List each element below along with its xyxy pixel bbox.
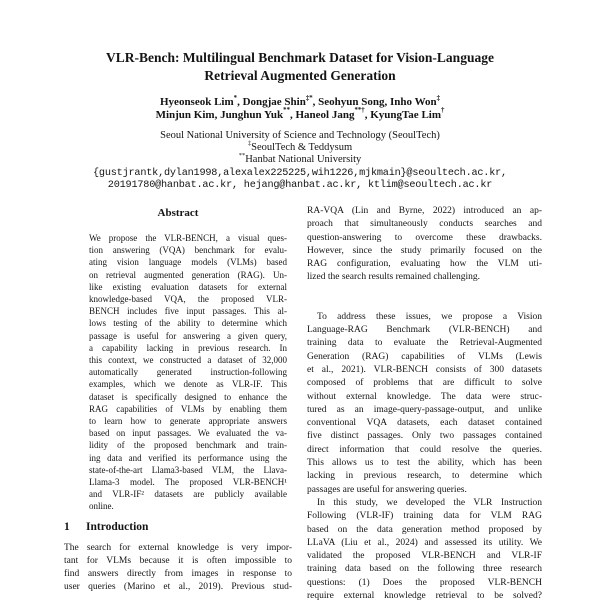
- text-line: lidity of the proposed benchmark and train-: [89, 440, 287, 451]
- text-line: question-answering to overcome these drawbacks.: [307, 232, 542, 243]
- text-line: tured as an image-query-passage-output, and unlike: [307, 404, 542, 415]
- text-line: tion answering (VQA) benchmark for evalu-: [89, 245, 287, 256]
- section-title: Introduction: [86, 520, 149, 533]
- text-line: examples, which we denote as VLR-IF. This: [89, 379, 287, 390]
- text-line: based on input passages. We evaluated the va-: [89, 428, 287, 439]
- affiliation-line: Seoul National University of Science and Technology (SeoulTech): [160, 130, 440, 141]
- text-line: online.: [89, 501, 114, 512]
- text-line: without external knowledge. The data were struc-: [307, 391, 542, 402]
- introduction-text: [64, 542, 292, 595]
- text-line: We propose the VLR-BENCH, a visual ques-: [89, 233, 287, 243]
- text-line: tant for VLMs because it is often impossible to: [64, 555, 292, 566]
- author-name: Minjun Kim,: [155, 108, 221, 121]
- text-line: passages are useful for answering queries.: [307, 484, 467, 495]
- text-line: conventional VQA datasets, each dataset contained: [307, 418, 542, 429]
- text-line: ing data and verified its performance using the: [89, 452, 287, 463]
- text-line: ating vision language models (VLMs) based: [89, 257, 287, 268]
- text-line: passage is useful for answering a given query,: [89, 330, 287, 341]
- abstract-heading: Abstract: [157, 207, 199, 219]
- text-line: The search for external knowledge is very impor-: [64, 542, 292, 553]
- text-line: direct information that could resolve the queries.: [307, 444, 542, 455]
- affiliation-mark: **: [238, 151, 246, 159]
- text-line: like existing evaluation datasets for external: [89, 281, 287, 292]
- text-line: lized the search results remained challenging.: [307, 272, 481, 283]
- author-name: Seohyun Song,: [318, 96, 390, 108]
- email-line: {gustjrantk,dylan1998,alexalex225225,wih1226,mjkmain}@seoultech.ac.kr,: [93, 168, 507, 179]
- text-line: Language-RAG Benchmark (VLR-BENCH) and: [307, 325, 542, 336]
- text-line: Following (VLR-IF) training data for VLM RAG: [307, 511, 542, 522]
- author-name: Hyeonseok Lim*,: [160, 94, 243, 108]
- text-line: However, since the study primarily focused on the: [307, 245, 542, 256]
- text-line: require external knowledge retrieval to be solved?: [307, 591, 542, 600]
- author-line-2: [30, 109, 570, 122]
- author-affil-mark: ‡: [436, 94, 440, 102]
- text-line: RAG capabilities of VLMs by enabling them: [89, 403, 287, 414]
- paragraph: [307, 205, 542, 285]
- text-line: a capability lacking in previous research. In: [89, 342, 287, 353]
- text-line: dataset is specifically designed to enhance the: [89, 391, 287, 402]
- text-line: automatically generated instruction-following: [89, 367, 287, 378]
- text-line: lacking in previous research, to determine which: [307, 471, 542, 482]
- paragraph: [307, 497, 542, 600]
- left-column: [64, 205, 292, 594]
- email-line: 20191780@hanbat.ac.kr, hejang@hanbat.ac.kr, ktlim@seoultech.ac.kr: [107, 179, 493, 191]
- text-line: state-of-the-art Llama3-based VLM, the Llava-: [89, 464, 287, 475]
- email-block: [10, 168, 590, 191]
- text-line: RA-VQA (Lin and Byrne, 2022) introduced an ap-: [307, 206, 542, 216]
- affiliation-block: [30, 130, 570, 166]
- section-number: 1: [64, 520, 70, 533]
- text-line: on retrieval augmented generation (RAG). Un-: [89, 269, 287, 280]
- text-line: validated the proposed VLR-BENCH and VLR-IF: [307, 551, 542, 562]
- author-affil-mark: **†: [354, 107, 365, 115]
- author-name: Junghun Yuk**,: [220, 107, 296, 121]
- author-line-1: [30, 96, 570, 109]
- author-affil-mark: **: [283, 107, 290, 115]
- paper-title: [30, 49, 570, 85]
- abstract-text: [89, 232, 287, 513]
- text-line: five distinct passages. Only two passages contained: [307, 431, 542, 442]
- text-line: composed of problems that are difficult to solve: [307, 378, 542, 389]
- text-line: training data based on the following three research: [307, 564, 542, 575]
- author-name: KyungTae Lim†: [370, 107, 445, 121]
- text-line: based on the data generation method proposed by: [307, 524, 542, 535]
- author-block: [30, 96, 570, 121]
- author-affil-mark: *: [233, 94, 238, 102]
- text-line: et al., 2021). VLR-BENCH consists of 300 datasets: [307, 364, 542, 375]
- text-line: Llama-3 model. The proposed VLR-BENCH¹: [89, 477, 287, 488]
- text-line: training data to evaluate the Retrieval-Augmented: [307, 338, 542, 349]
- text-line: BENCH includes five input passages. This al-: [89, 306, 287, 317]
- text-line: this context, we constructed a dataset of 32,000: [89, 355, 287, 366]
- text-line: To address these issues, we propose a Vision: [317, 311, 542, 322]
- author-name: Haneol Jang**†,: [295, 107, 371, 121]
- paper-title-line-2: Retrieval Augmented Generation: [204, 68, 396, 83]
- author-name: Inho Won‡: [390, 94, 440, 108]
- text-line: questions: (1) Does the proposed VLR-BENCH: [307, 577, 542, 588]
- text-line: RAG configuration, evaluating how the VLM uti-: [307, 259, 542, 270]
- text-line: find answers directly from images in response to: [64, 569, 292, 580]
- text-line: In this study, we developed the VLR Instruction: [317, 497, 542, 508]
- affiliation-line: **Hanbat National University: [238, 151, 362, 165]
- section-heading-introduction: [64, 520, 292, 534]
- text-line: and VLR-IF² datasets are publicly available: [89, 489, 287, 500]
- right-column: [307, 205, 542, 600]
- author-name: Dongjae Shin‡*,: [242, 94, 319, 108]
- text-line: LLaVA (Liu et al., 2024) and assessed its utility. We: [307, 537, 542, 548]
- text-line: to learn how to generate appropriate answers: [89, 416, 287, 427]
- author-affil-mark: †: [441, 107, 445, 115]
- text-line: This allows us to test the ability, which has been: [307, 458, 542, 469]
- paragraph: [307, 311, 542, 497]
- affiliation-mark: ‡: [247, 139, 252, 147]
- author-affil-mark: ‡*: [305, 94, 313, 102]
- affiliation-line: ‡SeoulTech & Teddysum: [247, 139, 353, 153]
- text-line: proach that simultaneously conducts searches and: [307, 219, 542, 230]
- text-line: Generation (RAG) capabilities of VLMs (Lewis: [307, 351, 542, 362]
- text-line: knowledge-based VQA, the proposed VLR-: [89, 294, 287, 305]
- paper-title-line-1: VLR-Bench: Multilingual Benchmark Dataset for Vision-Language: [106, 50, 494, 65]
- text-line: user queries (Marino et al., 2019). Previous stud-: [64, 582, 292, 593]
- text-line: lows testing of the ability to determine which: [89, 318, 287, 329]
